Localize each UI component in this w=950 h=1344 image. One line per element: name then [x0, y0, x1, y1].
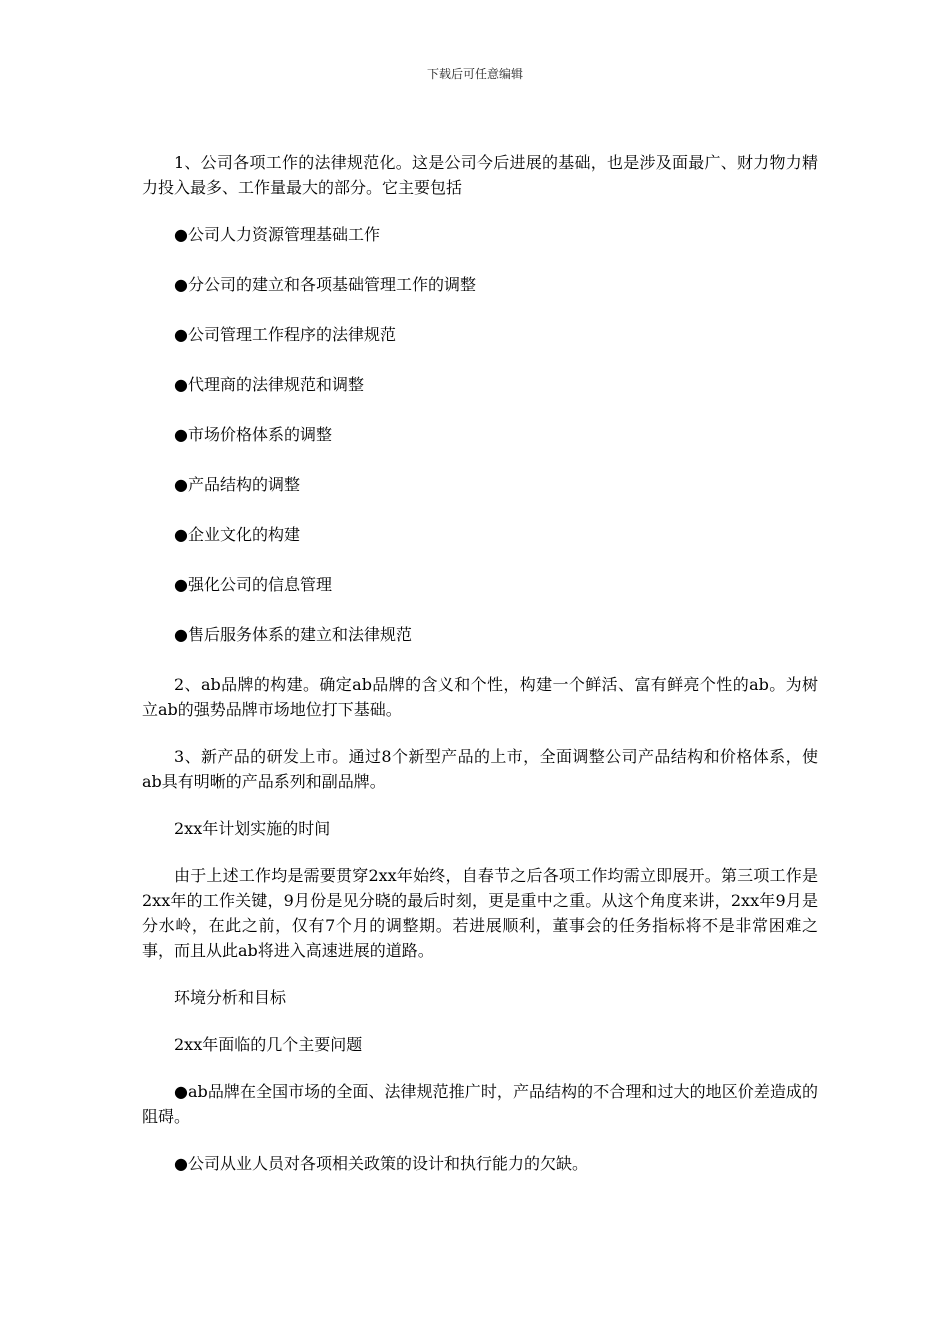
page-header: 下载后可任意编辑 — [426, 67, 523, 81]
paragraph-2: 2、ab品牌的构建。确定ab品牌的含义和个性，构建一个鲜活、富有鲜亮个性的ab。为树立ab的强势品牌市场地位打下基础。 — [142, 675, 818, 719]
list-item: ●公司从业人员对各项相关政策的设计和执行能力的欠缺。 — [174, 1154, 588, 1173]
list-item: ●强化公司的信息管理 — [174, 575, 332, 594]
list-item: ●市场价格体系的调整 — [174, 425, 332, 444]
list-item: ●企业文化的构建 — [174, 525, 300, 544]
document-body — [142, 150, 818, 1198]
list-item: ●ab品牌在全国市场的全面、法律规范推广时，产品结构的不合理和过大的地区价差造成的阻碍。 — [142, 1082, 818, 1126]
section-heading-schedule: 2xx年计划实施的时间 — [174, 819, 331, 838]
list-item: ●产品结构的调整 — [174, 475, 300, 494]
list-item: ●公司管理工作程序的法律规范 — [174, 325, 396, 344]
section-heading-problems: 2xx年面临的几个主要问题 — [174, 1035, 363, 1054]
paragraph-1: 1、公司各项工作的法律规范化。这是公司今后进展的基础，也是涉及面最广、财力物力精力投入最多、工作量最大的部分。它主要包括 — [142, 153, 818, 197]
list-item: ●售后服务体系的建立和法律规范 — [174, 625, 412, 644]
list-item: ●分公司的建立和各项基础管理工作的调整 — [174, 275, 476, 294]
section-heading-environment: 环境分析和目标 — [174, 988, 287, 1007]
paragraph-3: 3、新产品的研发上市。通过8个新型产品的上市，全面调整公司产品结构和价格体系，使ab具有明晰的产品系列和副品牌。 — [142, 747, 818, 791]
bullet-list-1 — [142, 222, 818, 647]
list-item: ●代理商的法律规范和调整 — [174, 375, 364, 394]
list-item: ●公司人力资源管理基础工作 — [174, 225, 380, 244]
paragraph-4: 由于上述工作均是需要贯穿2xx年始终，自春节之后各项工作均需立即展开。第三项工作是2xx年的工作关键，9月份是见分晓的最后时刻，更是重中之重。从这个角度来讲，2xx年9月是分水岭，在此之前，仅有7个月的调整期。若进展顺利，董事会的任务指标将不是非常困难之事，而且从此ab将进入高速进展的道路。 — [142, 866, 818, 960]
